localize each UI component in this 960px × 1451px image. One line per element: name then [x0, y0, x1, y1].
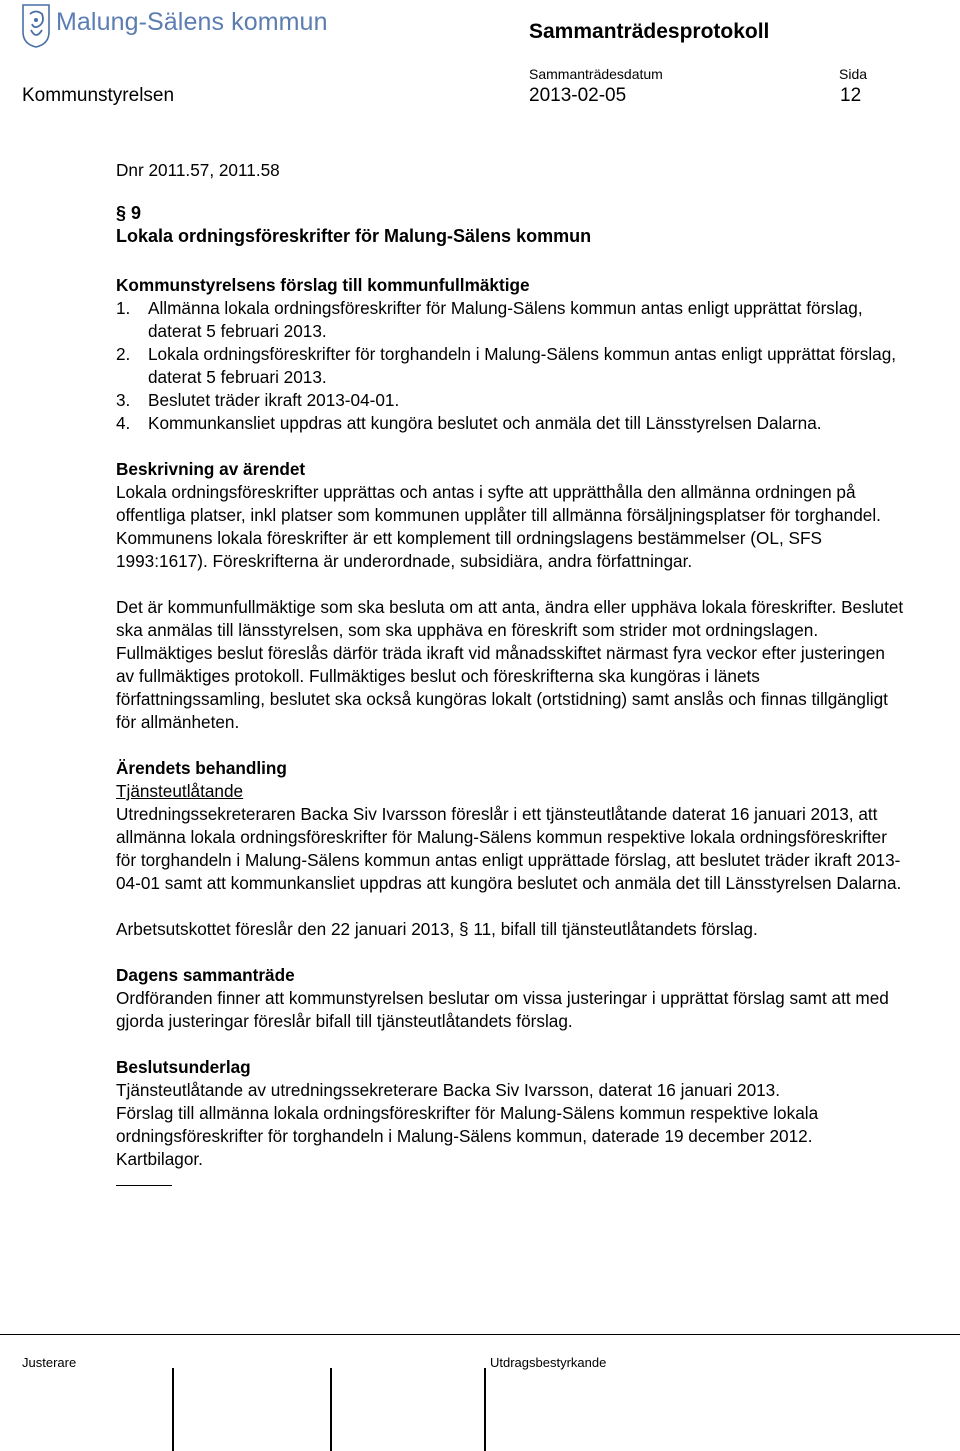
proposal-list	[116, 297, 906, 435]
description-heading: Beskrivning av ärendet	[116, 459, 306, 479]
handling-heading: Ärendets behandling	[116, 758, 287, 778]
list-item-text: Kommunkansliet uppdras att kungöra beslutet och anmäla det till Länsstyrelsen Dalarna.	[148, 413, 822, 433]
basis-line: Tjänsteutlåtande av utredningssekreterare Backa Siv Ivarsson, daterat 16 januari 2013.	[116, 1080, 781, 1100]
board-name: Kommunstyrelsen	[22, 85, 175, 106]
signature-box-divider	[172, 1368, 174, 1451]
meeting-date: 2013-02-05	[529, 85, 627, 106]
list-item	[116, 389, 906, 412]
end-rule	[116, 1185, 172, 1186]
document-title: Sammanträdesprotokoll	[529, 20, 770, 43]
signature-box-divider	[330, 1368, 332, 1451]
description-paragraph: Det är kommunfullmäktige som ska besluta om att anta, ändra eller upphäva lokala föreskrifter. Beslutet ska anmälas till länsstyrelsen, som ska upphäva en föreskrift som strider mot ordningslagen. Fullmäktiges beslut föreslås därför träda ikraft vid månadsskiftet närmast fyra veckor efter justeringen av fullmäktiges protokoll. Fullmäktiges beslut och föreskrifterna ska kungöras i länets författningssamling, beslutet ska också kungöras lokalt (ortstidning) samt anslås och finnas tillgängligt för allmänheten.	[116, 597, 904, 732]
list-item-text: Allmänna lokala ordningsföreskrifter för Malung-Sälens kommun antas enligt upprättat förslag, daterat 5 februari 2013.	[148, 298, 863, 341]
page-number: 12	[840, 85, 862, 106]
list-item	[116, 412, 906, 435]
meeting-heading: Dagens sammanträde	[116, 965, 295, 985]
list-item	[116, 343, 906, 389]
list-item-number: 1.	[116, 298, 131, 318]
case-number: Dnr 2011.57, 2011.58	[116, 160, 280, 180]
page-label: Sida	[839, 66, 868, 82]
handling-paragraph: Arbetsutskottet föreslår den 22 januari 2013, § 11, bifall till tjänsteutlåtandets förslag.	[116, 919, 758, 939]
handling-paragraph: Utredningssekreteraren Backa Siv Ivarsson föreslår i ett tjänsteutlåtande daterat 16 januari 2013, att allmänna lokala ordningsföreskrifter för Malung-Sälens kommun respektive lokala ordningsföreskrifter för torghandeln i Malung-Sälens kommun antas enligt upprättade förslag, att beslutet träder ikraft 2013-04-01 samt att kommunkansliet uppdras att kungöra beslutet och anmäla det till Länsstyrelsen Dalarna.	[116, 804, 902, 893]
proposal-heading: Kommunstyrelsens förslag till kommunfullmäktige	[116, 275, 530, 295]
list-item-text: Lokala ordningsföreskrifter för torghandeln i Malung-Sälens kommun antas enligt upprättat förslag, daterat 5 februari 2013.	[148, 344, 897, 387]
certified-extract-label: Utdragsbestyrkande	[490, 1355, 607, 1370]
basis-line: Kartbilagor.	[116, 1149, 203, 1169]
protocol-body	[116, 159, 906, 1186]
case-title: Lokala ordningsföreskrifter för Malung-Sälens kommun	[116, 226, 592, 246]
handling-subheading: Tjänsteutlåtande	[116, 781, 244, 801]
description-paragraph: Lokala ordningsföreskrifter upprättas och antas i syfte att upprätthålla den allmänna ordningen på offentliga platser, inkl platser som kommunen upplåter till allmänna försäljningsplatser för torghandel. Kommunens lokala föreskrifter är ett komplement till ordningslagens bestämmelser (OL, SFS 1993:1617). Föreskrifterna är underordnade, subsidiära, andra författningar.	[116, 482, 881, 571]
footer-divider	[0, 1334, 960, 1335]
meeting-text: Ordföranden finner att kommunstyrelsen beslutar om vissa justeringar i upprättat förslag samt att med gjorda justeringar föreslår bifall till tjänsteutlåtandets förslag.	[116, 988, 889, 1031]
signature-box-divider	[484, 1368, 486, 1451]
adjuster-label: Justerare	[22, 1355, 77, 1370]
list-item-number: 3.	[116, 390, 131, 410]
meeting-date-label: Sammanträdesdatum	[529, 66, 663, 82]
municipality-name: Malung-Sälens kommun	[56, 8, 328, 36]
list-item-text: Beslutet träder ikraft 2013-04-01.	[148, 390, 400, 410]
list-item-number: 2.	[116, 344, 131, 364]
municipality-logo-icon	[22, 4, 50, 48]
basis-line: Förslag till allmänna lokala ordningsföreskrifter för Malung-Sälens kommun respektive lokala ordningsföreskrifter för torghandeln i Malung-Sälens kommun, daterade 19 december 2012.	[116, 1103, 819, 1146]
section-number: § 9	[116, 203, 142, 223]
list-item	[116, 297, 906, 343]
basis-heading: Beslutsunderlag	[116, 1057, 251, 1077]
list-item-number: 4.	[116, 413, 131, 433]
